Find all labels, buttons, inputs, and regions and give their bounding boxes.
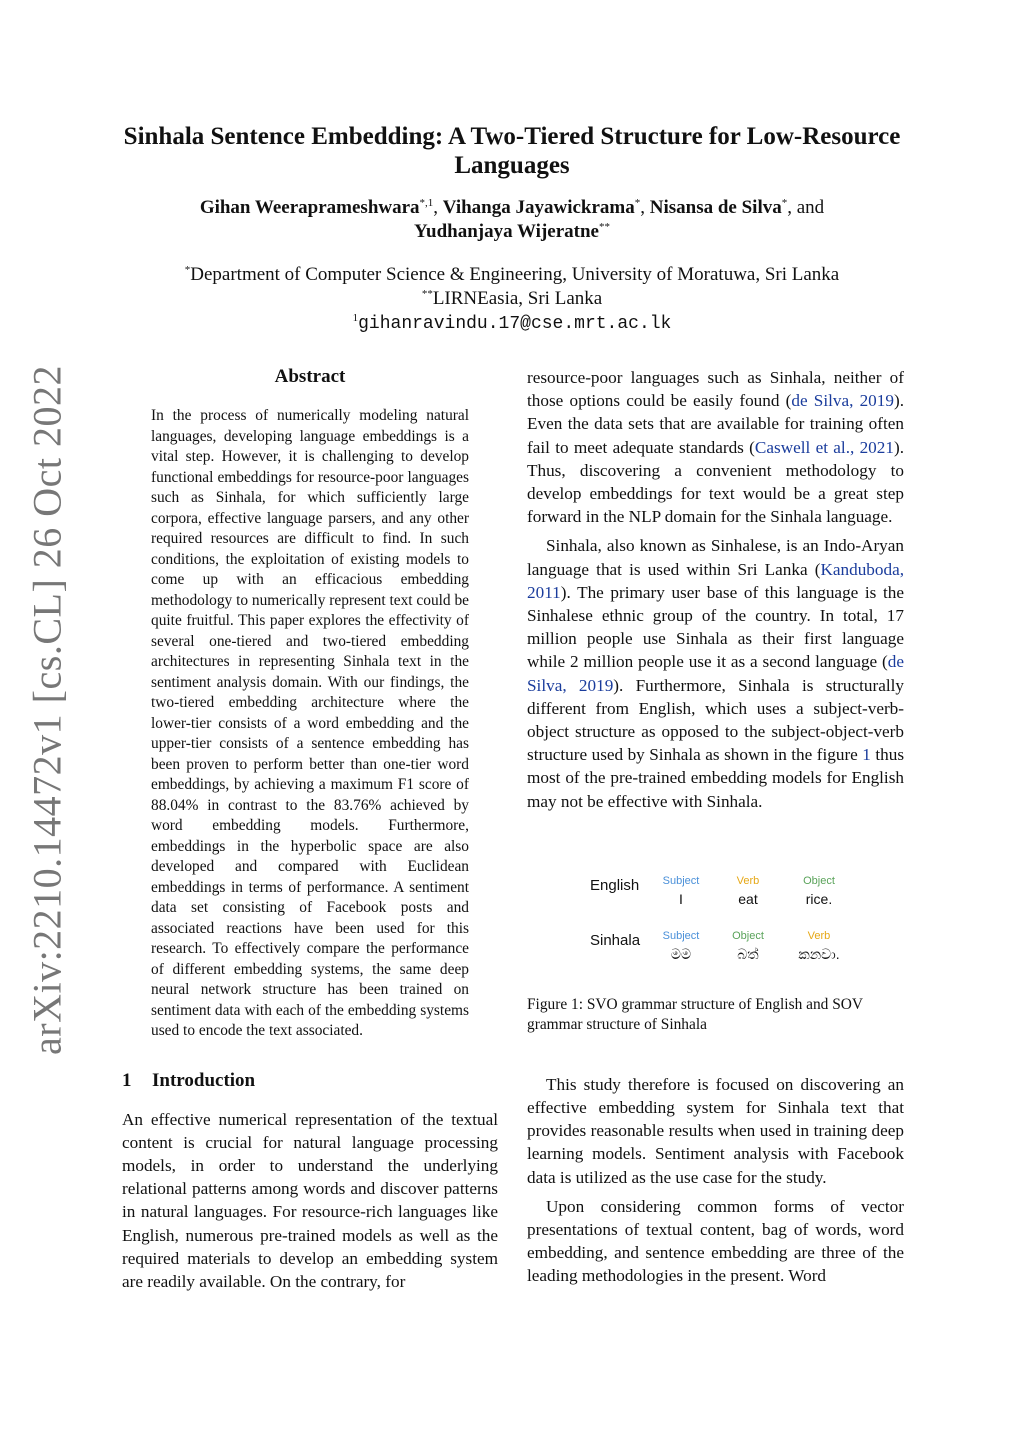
left-column [122,366,498,1293]
author-name: Yudhanjaya Wijeratne [414,221,599,242]
figure-word: I [679,890,683,907]
citation-link[interactable]: de Silva, 2019 [527,652,904,695]
author-marker: *,1 [419,197,434,209]
arxiv-identifier: arXiv:2210.14472v1 [cs.CL] 26 Oct 2022 [24,364,70,1055]
affiliation-line: **LIRNEasia, Sri Lanka [421,288,603,309]
figure-tag: Object [732,929,764,942]
author-marker: ** [598,221,610,233]
body-paragraph: This study therefore is focused on discovering an effective embedding system for Sinhala text that provides reasonable results when used in training deep learning models. Sentiment analysis with Facebook data is utilized as the use case for the study. [527,1074,904,1187]
figure-label-english: English [590,876,640,894]
author-name: Nisansa de Silva [649,197,782,218]
author-list: Gihan Weeraprameshwara$^{*,1}$, Vihanga Jayawickrama*, Nisansa de Silva*, and Yudhanjaya Wijeratne** [199,197,825,242]
figure-label-sinhala: Sinhala [590,931,641,949]
affiliations [110,263,914,336]
body-paragraph: Sinhala, also known as Sinhalese, is an Indo-Aryan language that is used within Sri Lanka (Kanduboda, 2011). The primary user base of this language is the Sinhalese ethnic group of the country. In total, 17 million people use Sinhala as their first language while 2 million people use it as a second language (de Silva, 2019). Furthermore, Sinhala is structurally different from English, which uses a subject-verb-object structure as opposed to the subject-object-verb structure used by Sinhala as shown in the figure 1 thus most of the pre-trained embedding models for English may not be effective with Sinhala. [527,536,905,811]
citation-link[interactable]: Caswell et al., 2021 [754,437,894,457]
figure-caption: Figure 1: SVO grammar structure of English and SOV grammar structure of Sinhala [527,995,863,1034]
figure-tag: Subject [662,929,700,942]
body-paragraph: Upon considering common forms of vector presentations of textual content, bag of words, word embedding, and sentence embedding are three of the leading methodologies in the present. Word [527,1196,904,1286]
author-marker: * [781,197,788,209]
paper-title: Sinhala Sentence Embedding: A Two-Tiered Structure for Low-Resource Languages [123,123,901,179]
figure-tag: Verb [807,929,831,942]
right-column [527,366,904,1288]
abstract-text: In the process of numerically modeling natural languages, developing language embeddings is a vital step. However, it is challenging to develop functional embeddings for resource-poor languages such as Sinhala, for which sufficiently large corpora, effective language parsers, and any other required resources are difficult to find. In such conditions, the exploitation of existing models to come up with an efficacious embedding methodology to numerically represent text could be quite fruitful. This paper explores the effectivity of several one-tiered and two-tiered embedding architectures in representing Sinhala text in the sentiment analysis domain. With our findings, the two-tiered embedding architecture where the lower-tier consists of a word embedding and the upper-tier consists of a sentence embedding has been proven to perform better than one-tier word embeddings, by achieving a maximum F1 score of 88.04% in contrast to the 83.76% achieved by word embedding models. Furthermore, embeddings in the hyperbolic space are also developed and compared with Euclidean embeddings in terms of performance. A sentiment data set consisting of Facebook posts and associated reactions have been used for this research. To effectively compare the performance of different embedding systems, the same deep neural network structure has been trained on sentiment data with each of the embedding systems used to encode the text associated. [151,407,469,1039]
figure-word: eat [738,890,758,907]
contact-email: $^1$gihanravindu.17@cse.mrt.ac.lk [352,312,672,334]
section-heading: 1 Introduction [122,1069,256,1091]
svo-figure [527,839,904,1039]
abstract-heading: Abstract [274,366,346,387]
figure-tag: Subject [662,874,700,887]
figure-tag: Verb [736,874,760,887]
figure-word: කනවා. [798,945,840,962]
figure-ref-link[interactable]: 1 [862,745,871,765]
figure-word: බත් [737,945,759,962]
affiliation-line: *Department of Computer Science & Engineering, University of Moratuwa, Sri Lanka [184,264,840,285]
author-conjunction: , and [787,197,825,218]
figure-word: rice. [805,890,833,907]
body-paragraph: resource-poor languages such as Sinhala, neither of those options could be easily found (de Silva, 2019). Even the data sets that are available for training often fail to meet adequate standards (Caswell et al., 2021). Thus, discovering a convenient methodology to develop embeddings for text would be a great step forward in the NLP domain for the Sinhala language. [527,368,904,527]
intro-paragraph: An effective numerical representation of the textual content is crucial for natural language processing models, in order to understand the underlying relational patterns among words and discover patterns in natural languages. For resource-rich languages like English, numerous pre-trained models as well as the required materials to develop an embedding system are readily available. On the contrary, for [122,1109,498,1291]
author-name: Vihanga Jayawickrama [442,197,635,218]
author-marker: * [634,197,641,209]
figure-tag: Object [803,874,835,887]
citation-link[interactable]: Kanduboda, 2011 [527,559,904,602]
citation-link[interactable]: de Silva, 2019 [791,391,894,411]
author-name: Gihan Weeraprameshwara [199,197,420,218]
figure-word: මම [670,945,692,962]
